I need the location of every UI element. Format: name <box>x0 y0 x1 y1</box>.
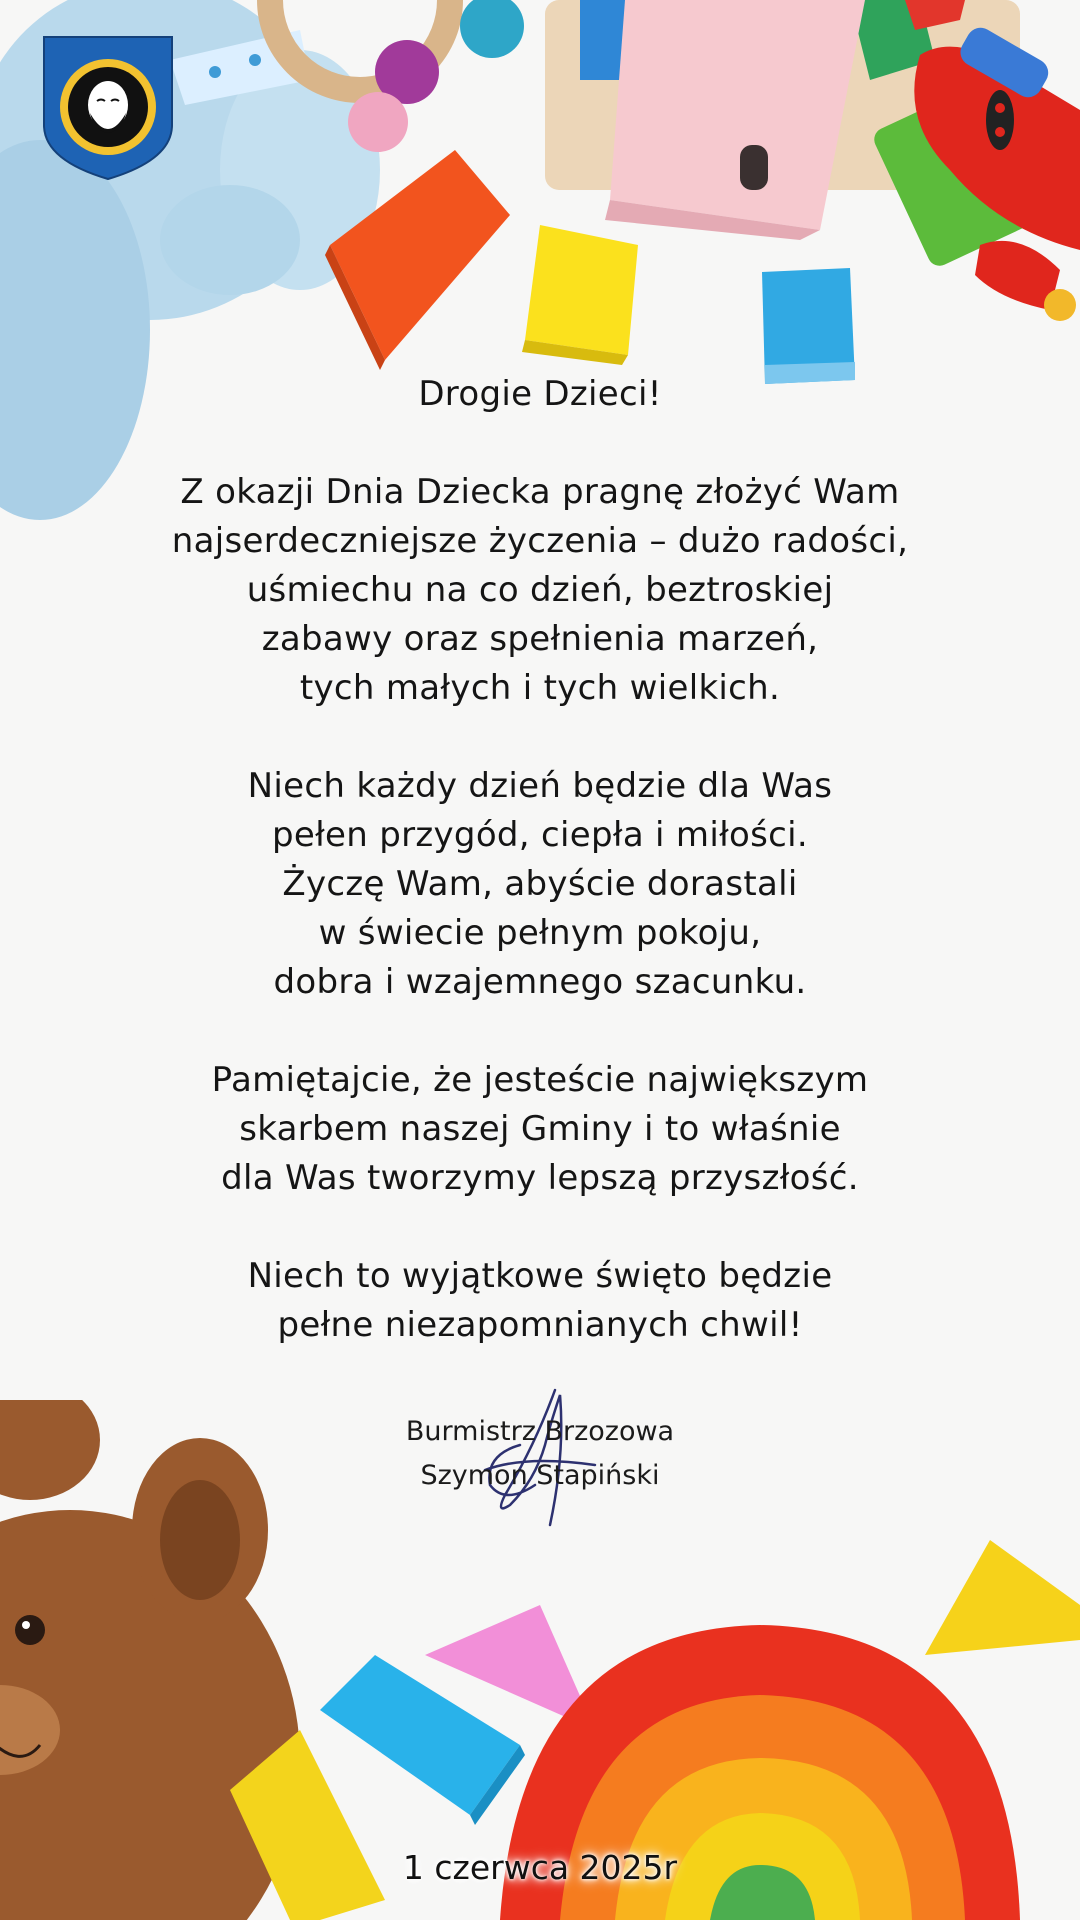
letter-line: Niech każdy dzień będzie dla Was <box>247 766 833 806</box>
letter-paragraph <box>90 762 990 1007</box>
letter-line: Pamiętajcie, że jesteście największym <box>211 1060 869 1100</box>
yellow-triangle-icon <box>925 1540 1080 1655</box>
bead-icon <box>348 92 408 152</box>
letter-line: zabawy oraz spełnienia marzeń, <box>261 619 819 659</box>
signature-title: Burmistrz Brzozowa <box>405 1416 675 1447</box>
letter-line: w świecie pełnym pokoju, <box>318 913 762 953</box>
letter-paragraph <box>90 468 990 713</box>
letter-greeting: Drogie Dzieci! <box>418 374 662 414</box>
bead-icon <box>460 0 524 58</box>
greeting-letter <box>90 370 990 1350</box>
letter-date: 1 czerwca 2025r <box>402 1848 678 1887</box>
letter-line: pełne niezapomnianych chwil! <box>277 1305 803 1345</box>
letter-paragraph <box>90 1056 990 1203</box>
letter-line: Z okazji Dnia Dziecka pragnę złożyć Wam <box>180 472 900 512</box>
yellow-cube-icon <box>522 225 638 365</box>
coat-of-arms-icon <box>42 35 174 181</box>
signature-name: Szymon Stapiński <box>420 1460 660 1491</box>
letter-line: najserdeczniejsze życzenia – dużo radości, <box>171 521 909 561</box>
letter-line: skarbem naszej Gminy i to właśnie <box>239 1109 841 1149</box>
blue-cube-icon <box>762 268 855 384</box>
letter-line: dobra i wzajemnego szacunku. <box>273 962 807 1002</box>
letter-line: Niech to wyjątkowe święto będzie <box>247 1256 833 1296</box>
coat-of-arms-logo <box>42 35 174 181</box>
letter-paragraph <box>90 1252 990 1350</box>
letter-line: tych małych i tych wielkich. <box>299 668 781 708</box>
letter-line: pełen przygód, ciepła i miłości. <box>271 815 809 855</box>
letter-line: Życzę Wam, abyście dorastali <box>282 864 798 904</box>
bottom-toys-illustration <box>0 1400 1080 1920</box>
letter-line: dla Was tworzymy lepszą przyszłość. <box>221 1158 859 1198</box>
letter-line: uśmiechu na co dzień, beztroskiej <box>246 570 834 610</box>
pink-block-icon <box>605 0 865 240</box>
